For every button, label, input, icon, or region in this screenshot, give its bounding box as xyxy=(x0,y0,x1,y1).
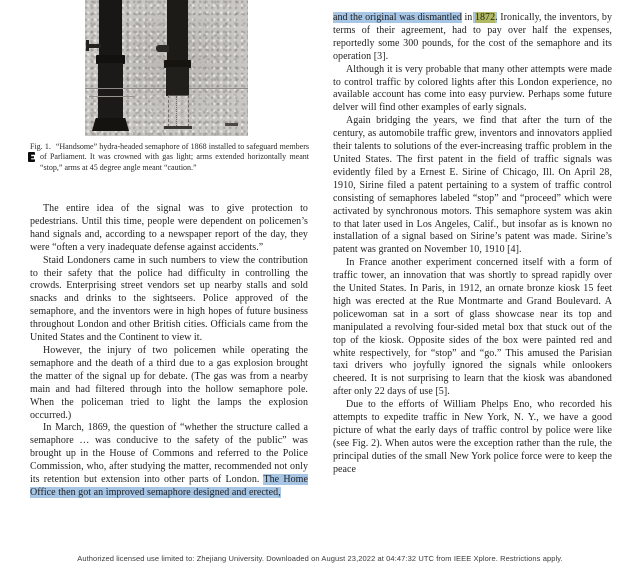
paragraph xyxy=(333,64,612,116)
text-segment: The entire idea of the signal was to give protection to pedestrians. Until this time, people were dependent on policemen’s hand signals and, according to a newspaper report of the day, they were “often a very inadequate defense against accidents.” xyxy=(30,203,308,253)
semaphore-tower-right-ghost xyxy=(168,95,189,127)
left-text-column xyxy=(30,203,308,500)
paragraph xyxy=(333,12,612,64)
background-line xyxy=(89,96,135,97)
text-segment: In March, 1869, the question of “whether the structure called a semaphore … was conducive to the safety of the public” was brought up in the House of Commons and referred to the Police Commission, who, after studying the matter, recommended not only its retention but extension into other parts of London. xyxy=(30,422,308,486)
text-segment: Due to the efforts of William Phelps Eno, who recorded his attempts to expedite traffic in New York, N. Y., we have a good picture of what the early days of traffic control by police were like (see Fig. 2). When autos were the exception rather than the rule, the principal duties of the small New York police force were to keep the peace xyxy=(333,399,612,475)
semaphore-arm-left xyxy=(86,44,101,48)
semaphore-arm-right xyxy=(156,45,169,52)
paragraph xyxy=(30,255,308,345)
text-segment: . Ironically, the inventors, by terms of their agreement, had to pay over half the expenses, reportedly some 300 pounds, for the cost of the semaphore and its operation [3]. xyxy=(333,12,612,62)
right-text-column xyxy=(333,12,612,477)
figure-caption xyxy=(30,142,309,173)
semaphore-tower-left-upper xyxy=(99,0,122,58)
semaphore-tower-left-lower xyxy=(98,63,123,121)
semaphore-foot-right xyxy=(164,126,192,129)
paragraph xyxy=(333,399,612,476)
text-segment: In France another experiment concerned itself with a form of traffic tower, an innovation that was shortly to spread rapidly over the United States. In Paris, in 1912, an ornate bronze kiosk 15 feet high was erected at the Rue Montmarte and Grand Boulevard. A policewoman sat in a sort of glass showcase near its top and manipulated a revolving four-sided metal box that stuck out of the top of the kiosk. Opposite sides of the box were painted red and white respectively, for “stop” and “go.” This amused the Parisian taxi drivers who joyfully ignored the signals while onlookers cheered. It is not surprising to learn that the kiosk was abandoned after only 22 days of use [5]. xyxy=(333,257,612,398)
highlight-blue-segment: and the original was dismantled xyxy=(333,12,462,23)
semaphore-tower-right-ghost-line xyxy=(176,96,178,126)
text-segment: Although it is very probable that many other attempts were made to control traffic by colored lights after this London experience, no available account has come into easy purview. Perhaps some future delver will find other examples of early signals. xyxy=(333,63,612,114)
semaphore-tower-right-upper xyxy=(167,0,188,63)
paragraph xyxy=(30,345,308,422)
figure-photo xyxy=(85,0,248,136)
license-footer: Authorized licensed use limited to: Zhejiang University. Downloaded on August 23,2022 at 04:47:32 UTC from IEEE Xplore. Restrictions apply. xyxy=(77,554,563,563)
figure-caption-text: “Handsome” hydra-headed semaphore of 1868 installed to safeguard members of Parliament. It was crowned with gas light; arms extended horizontally meant “stop,” arms at 45 degree angle meant “caution.” xyxy=(40,142,309,172)
paragraph xyxy=(30,422,308,499)
text-segment: However, the injury of two policemen while operating the semaphore and the death of a third due to a gas explosion brought the matter of the signal up for debate. (The gas was from a nearby main and had filtered through into the hollow semaphore pole. When the policeman tried to light the lamps the explosion occurred.) xyxy=(30,344,308,421)
paragraph xyxy=(333,115,612,257)
semaphore-base-left xyxy=(92,118,129,131)
highlight-blue-segment: The Home Office then got an improved semaphore designed and erected, xyxy=(30,474,308,498)
photo-artifact xyxy=(225,123,238,126)
text-segment: in xyxy=(461,12,475,23)
paragraph xyxy=(333,257,612,399)
figure-caption-label: Fig. 1. xyxy=(30,142,51,151)
text-segment: Again bridging the years, we find that after the turn of the century, as automobile traffic grew, inventors and innovators applied their talents to solutions of the ever-increasing traffic problem in the United States. The first patent in the field of traffic signals was evidently filed by a Ernest E. Sirine of Chicago, Ill. On April 28, 1910, Sirine filed a patent pertaining to a system of traffic control consisting of semaphores labeled “stop” and “proceed” which were activated by synchronous motors. This semaphore system was akin to that later used in Los Angeles, Calif., but insofar as is known no installation of a signal based on Sirine’s patent was made. Sirine’s patent was granted on November 10, 1910 [4]. xyxy=(333,115,612,256)
text-segment: Staid Londoners came in such numbers to view the contribution to their safety that the police had difficulty in controlling the crowds. Enterprising street vendors set up nearby stalls and sold snacks and drinks to the sightseers. Police approved of the semaphore, and the inventors were in high hopes of future business throughout London and other British cities. Officials came from the United States and the Continent to view it. xyxy=(30,254,308,344)
semaphore-tower-right-mid xyxy=(166,67,189,96)
paragraph xyxy=(30,203,308,255)
highlight-green-segment: 1872 xyxy=(474,12,496,23)
